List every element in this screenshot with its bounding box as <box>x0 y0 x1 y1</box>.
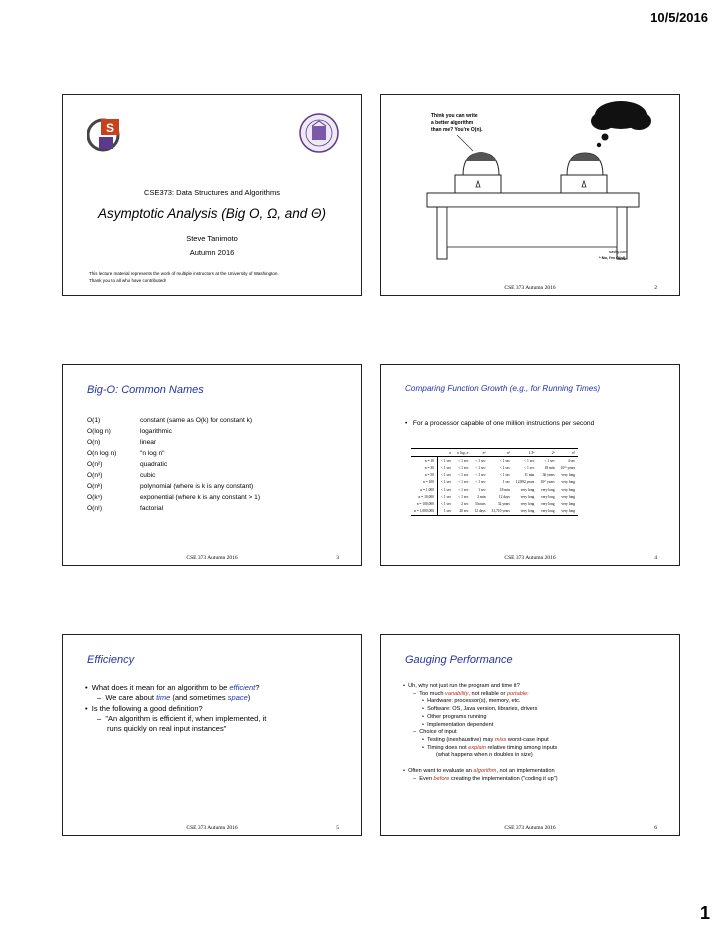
table-cell: very long <box>561 480 576 485</box>
slide-number: 3 <box>336 555 339 561</box>
notation: O(1) <box>87 417 101 424</box>
table-cell: < 1 sec <box>499 473 510 478</box>
table-cell: 1 sec <box>502 480 510 485</box>
table-cell: 10¹⁷ years <box>540 480 555 485</box>
table-header-cell: n! <box>558 449 578 457</box>
text: Often want to evaluate an <box>408 768 474 775</box>
table-cell: very long <box>558 508 578 516</box>
table-row <box>411 493 578 500</box>
table-cell: n = 30 <box>411 464 438 471</box>
slide-title: Big-O: Common Names <box>87 384 204 396</box>
table-cell: < 1 sec <box>441 458 452 463</box>
notation-name: exponential (where k is any constant > 1) <box>140 494 261 501</box>
bullet-item: • Implementation dependent <box>422 721 494 728</box>
big-o-row <box>87 437 260 448</box>
table-cell: < 1 sec <box>458 487 469 492</box>
text: (and sometimes <box>170 693 228 703</box>
table-cell: < 1 sec <box>441 473 452 478</box>
notation-name: logarithmic <box>140 428 172 435</box>
text: We care about <box>105 693 157 703</box>
text: What does it mean for an algorithm to be <box>91 683 230 692</box>
table-cell: 32 years <box>497 501 510 506</box>
thought-cloud-icon <box>591 101 651 147</box>
table-cell: 12 days <box>471 508 488 516</box>
bullet-item-cont <box>85 724 353 734</box>
cse-logo <box>87 113 123 162</box>
cse-logo-letter: S <box>105 121 115 135</box>
notation-name: constant (same as O(k) for constant k) <box>140 417 253 424</box>
table-cell: 1 sec <box>478 487 486 492</box>
table-row <box>411 486 578 493</box>
text: "An algorithm is efficient if, when implemented, it <box>105 714 267 724</box>
text: , not reliable or <box>468 690 507 697</box>
notation-name: linear <box>140 439 157 446</box>
notation-name: polynomial (where is k is any constant) <box>140 483 254 490</box>
text: ? <box>255 683 260 692</box>
university-seal-icon <box>299 109 339 162</box>
table-header-cell: 1.5ⁿ <box>513 449 537 457</box>
speech-line: a better algorithm <box>431 120 474 126</box>
bullet-item: • What does it mean for an algorithm to be efficient? <box>85 683 260 692</box>
bullet-item: • Hardware: processor(s), memory, etc. <box>422 698 521 705</box>
cartoon-caption: * No, I'm O(nl) <box>599 255 626 260</box>
slide-number: 2 <box>654 285 657 291</box>
table-header-cell: n <box>438 449 455 457</box>
table-cell: very long <box>541 501 555 506</box>
text: Is the following a good definition? <box>91 703 203 713</box>
bullet-item: • Is the following a good definition? <box>85 703 203 713</box>
bullet-item: • Other programs running <box>422 713 487 720</box>
table-cell: very long <box>520 501 535 506</box>
growth-table <box>411 448 578 516</box>
slide-4-function-growth <box>380 364 680 566</box>
notation: O(n²) <box>87 461 103 468</box>
bullet-list <box>85 683 353 735</box>
table-row <box>411 500 578 507</box>
notation: O(nᵏ) <box>87 483 103 490</box>
table-row <box>411 457 578 465</box>
emphasis: variability <box>445 690 469 697</box>
table-cell: very long <box>520 494 535 499</box>
emphasis: miss <box>494 737 507 744</box>
slide-title: Gauging Performance <box>405 654 513 666</box>
table-header-cell: 2ⁿ <box>537 449 557 457</box>
text: : <box>527 690 529 697</box>
table-cell: n = 100 <box>411 479 438 486</box>
table-cell: very long <box>561 473 576 478</box>
text: Software: OS, Java version, libraries, drivers <box>427 706 538 713</box>
table-cell: < 1 sec <box>441 465 452 470</box>
text: worst-case input <box>506 737 549 744</box>
table-cell: 12,892 years <box>515 480 535 485</box>
table-cell: < 1 sec <box>475 480 486 485</box>
table-cell: 36 years <box>542 473 555 478</box>
table-cell: 11 min <box>524 473 535 478</box>
slide-number: 6 <box>654 825 657 831</box>
table-row <box>411 472 578 479</box>
table-cell: n = 10 <box>411 457 438 465</box>
footer-text: CSE 373 Autumn 2016 <box>504 285 556 291</box>
notation: O(n³) <box>87 472 103 479</box>
text: Implementation dependent <box>427 721 494 728</box>
text: , not an implementation <box>496 768 555 775</box>
table-cell: very long <box>561 494 576 499</box>
emphasis: space <box>227 693 248 703</box>
bullet-item: – Choice of input <box>413 729 457 736</box>
table-cell: 10²⁵ years <box>560 465 576 470</box>
table-cell: < 1 sec <box>499 465 510 470</box>
table-cell: very long <box>513 508 537 516</box>
table-cell: very long <box>561 501 576 506</box>
big-o-row <box>87 470 260 481</box>
emphasis: explain <box>468 744 486 751</box>
bullet-item: – We care about time (and sometimes space) <box>97 693 251 703</box>
slide-6-gauging-performance <box>380 634 680 836</box>
table-cell: very long <box>561 487 576 492</box>
bullet-item: • Testing (inexhaustive) may miss worst-case input <box>422 737 549 744</box>
cartoon-illustration <box>381 95 680 275</box>
slide-title: Efficiency <box>87 654 135 666</box>
notation: O(log n) <box>87 428 111 435</box>
note-line: This lecture material represents the work of multiple instructors at the University of Washington. <box>89 271 279 276</box>
table-cell: n = 1,000 <box>411 486 438 493</box>
slide-number: 5 <box>336 825 339 831</box>
notation-name: "n log n" <box>140 450 165 457</box>
big-o-row <box>87 503 260 514</box>
table-cell: 3 hours <box>474 501 486 506</box>
notation: O(kⁿ) <box>87 494 103 501</box>
note-line: Thank you to all who have contributed! <box>89 277 167 283</box>
term-label: Autumn 2016 <box>189 248 235 257</box>
table-cell: 31,710 years <box>489 508 513 516</box>
footer-text: CSE 373 Autumn 2016 <box>504 555 556 561</box>
big-o-row <box>87 448 260 459</box>
author-name: Steve Tanimoto <box>186 234 238 243</box>
table-cell: < 1 sec <box>441 501 452 506</box>
table-cell: very long <box>520 487 535 492</box>
table-cell: 1 sec <box>438 508 455 516</box>
cartoon-credit: savky.com <box>609 249 628 254</box>
big-o-row <box>87 415 260 426</box>
big-o-names-list <box>87 415 260 514</box>
emphasis: before <box>433 775 450 782</box>
slide-title: Comparing Function Growth (e.g., for Running Times) <box>405 384 601 393</box>
table-cell: < 1 sec <box>458 465 469 470</box>
table-cell: < 1 sec <box>475 473 486 478</box>
table-cell: < 1 sec <box>475 465 486 470</box>
bullet-item: • Uh, why not just run the program and time it? <box>403 683 520 689</box>
bullet-item: – Even before creating the implementation ("coding it up") <box>413 775 558 782</box>
text: Timing does not <box>427 744 469 751</box>
table-cell: n = 10,000 <box>411 493 438 500</box>
table-cell: < 1 sec <box>524 458 535 463</box>
emphasis: time <box>156 693 171 703</box>
table-cell: < 1 sec <box>458 480 469 485</box>
table-cell: < 1 sec <box>441 487 452 492</box>
text: runs quickly on real input instances" <box>107 724 227 734</box>
big-o-row <box>87 459 260 470</box>
table-row <box>411 479 578 486</box>
speech-line: than me? You're O(n). <box>431 127 483 133</box>
table-cell: 18 min <box>499 487 510 492</box>
text: Too much <box>419 690 446 697</box>
table-cell: < 1 sec <box>458 473 469 478</box>
bullet-item: • For a processor capable of one million instructions per second <box>405 420 595 427</box>
notation-name: quadratic <box>140 461 168 468</box>
slide-3-big-o-names <box>62 364 362 566</box>
notation-name: factorial <box>140 505 164 512</box>
table-cell: n = 100,000 <box>411 500 438 507</box>
bullet-item: • Software: OS, Java version, libraries, drivers <box>422 706 538 713</box>
table-header-row <box>411 449 578 457</box>
text: relative timing among inputs <box>485 744 558 751</box>
footer-text: CSE 373 Autumn 2016 <box>186 825 238 831</box>
table-cell: < 1 sec <box>441 494 452 499</box>
page-number: 1 <box>699 903 710 923</box>
text: (what happens when n doubles in size) <box>436 752 533 759</box>
table-header-cell: n³ <box>489 449 513 457</box>
bullet-list <box>403 683 673 784</box>
text: ) <box>247 693 251 703</box>
table-cell: < 1 sec <box>458 494 469 499</box>
text: Testing (inexhaustive) may <box>427 737 495 744</box>
table-cell: very long <box>537 508 557 516</box>
slide-number: 4 <box>654 555 657 561</box>
bullet-item-cont <box>403 752 673 760</box>
bullet-text: For a processor capable of one million instructions per second <box>412 420 595 427</box>
footer-text: CSE 373 Autumn 2016 <box>186 555 238 561</box>
table-cell: n = 1,000,000 <box>411 508 438 516</box>
table-cell: 18 min <box>544 465 555 470</box>
table-cell: n = 50 <box>411 472 438 479</box>
bullet-item: • Often want to evaluate an algorithm, not an implementation <box>403 768 555 775</box>
table-row <box>411 508 578 516</box>
table-cell: very long <box>541 487 555 492</box>
footer-text: CSE 373 Autumn 2016 <box>504 825 556 831</box>
table-cell: < 1 sec <box>441 480 452 485</box>
slide-1-title <box>62 94 362 296</box>
big-o-row <box>87 426 260 437</box>
table-cell: 20 sec <box>454 508 471 516</box>
table-header-cell: n² <box>471 449 488 457</box>
table-cell: 2 sec <box>461 501 469 506</box>
table-header-cell <box>411 449 438 457</box>
table-cell: 12 days <box>498 494 510 499</box>
slide-2-cartoon <box>380 94 680 296</box>
acknowledgment-note <box>89 271 349 285</box>
course-name: CSE373: Data Structures and Algorithms <box>144 188 280 197</box>
table-cell: < 1 sec <box>544 458 555 463</box>
text: Choice of input <box>419 729 457 736</box>
notation: O(n) <box>87 439 101 446</box>
speech-line: Think you can write <box>431 113 478 119</box>
table-cell: very long <box>541 494 555 499</box>
text: Uh, why not just run the program and time it? <box>408 683 520 689</box>
text: Even <box>419 775 434 782</box>
big-o-row <box>87 492 260 503</box>
notation-name: cubic <box>140 472 156 479</box>
table-header-cell: n log₂ n <box>454 449 471 457</box>
slide-title: Asymptotic Analysis (Big O, Ω, and Θ) <box>97 206 327 221</box>
emphasis: efficient <box>229 683 256 692</box>
table-cell: 2 min <box>477 494 486 499</box>
table-cell: < 1 sec <box>458 458 469 463</box>
bullet-item: – Too much variability, not reliable or portable: <box>413 690 529 697</box>
big-o-row <box>87 481 260 492</box>
bullet-item: – "An algorithm is efficient if, when implemented, it <box>97 714 267 724</box>
bullet-item: • Timing does not explain relative timing among inputs <box>422 744 558 751</box>
table-cell: < 1 sec <box>499 458 510 463</box>
emphasis: portable <box>506 690 528 697</box>
table-cell: < 1 sec <box>475 458 486 463</box>
table-row <box>411 464 578 471</box>
table-cell: < 1 sec <box>524 465 535 470</box>
text: creating the implementation ("coding it up") <box>449 775 558 782</box>
emphasis: algorithm <box>473 768 497 775</box>
table-cell: 4 sec <box>567 458 576 463</box>
text: Other programs running <box>427 713 487 720</box>
header-date: 10/5/2016 <box>650 10 708 25</box>
text: Hardware: processor(s), memory, etc. <box>427 698 521 705</box>
slide-5-efficiency <box>62 634 362 836</box>
notation: O(n log n) <box>87 450 117 457</box>
notation: O(n!) <box>87 505 103 512</box>
